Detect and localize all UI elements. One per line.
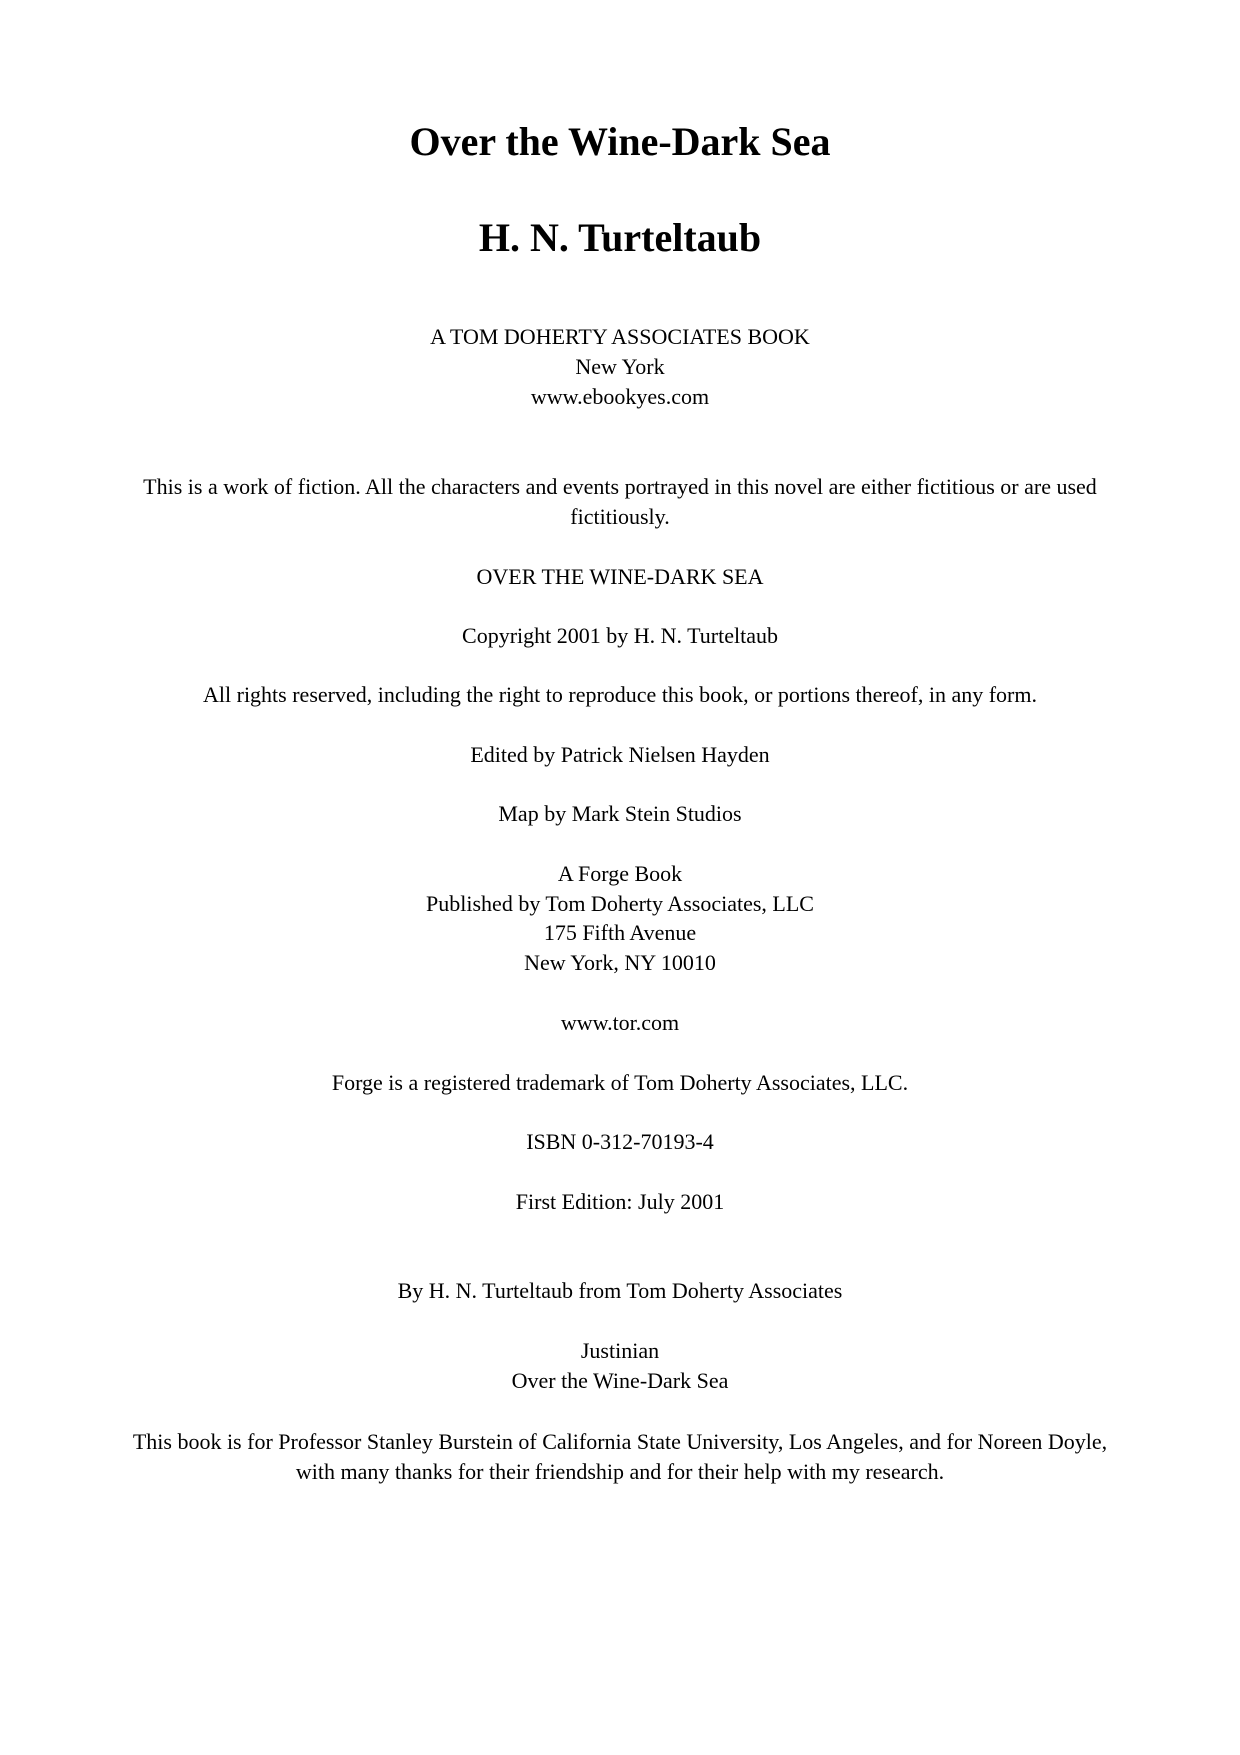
publisher-website: www.ebookyes.com: [530, 384, 710, 409]
fiction-notice: This is a work of fiction. All the characters and events portrayed in this novel are either fictitious or are used fictitiously.: [143, 474, 1097, 529]
city-address: New York, NY 10010: [524, 950, 716, 975]
trademark-notice: Forge is a registered trademark of Tom Doherty Associates, LLC.: [331, 1070, 909, 1095]
edition: First Edition: July 2001: [515, 1189, 725, 1214]
rights-notice: All rights reserved, including the right to reproduce this book, or portions thereof, in any form.: [203, 682, 1037, 707]
editor-credit: Edited by Patrick Nielsen Hayden: [470, 742, 770, 767]
tor-website: www.tor.com: [560, 1010, 680, 1035]
also-by-heading: By H. N. Turteltaub from Tom Doherty Associates: [397, 1278, 843, 1303]
title-caps: OVER THE WINE-DARK SEA: [476, 564, 764, 589]
published-by: Published by Tom Doherty Associates, LLC: [426, 891, 814, 916]
imprint-line: A TOM DOHERTY ASSOCIATES BOOK: [430, 324, 810, 349]
also-by-title: Over the Wine-Dark Sea: [511, 1368, 729, 1393]
isbn: ISBN 0-312-70193-4: [526, 1129, 714, 1154]
book-author: H. N. Turteltaub: [478, 215, 762, 260]
copyright-line: Copyright 2001 by H. N. Turteltaub: [462, 623, 778, 648]
also-by-title: Justinian: [580, 1338, 660, 1363]
book-title: Over the Wine-Dark Sea: [409, 119, 831, 164]
street-address: 175 Fifth Avenue: [543, 920, 697, 945]
publisher-city: New York: [575, 354, 665, 379]
dedication: This book is for Professor Stanley Burstein of California State University, Los Angeles, and for Noreen Doyle, with many thanks for their friendship and for their help with my research.: [132, 1429, 1108, 1484]
forge-book: A Forge Book: [557, 861, 683, 886]
map-credit: Map by Mark Stein Studios: [498, 801, 742, 826]
